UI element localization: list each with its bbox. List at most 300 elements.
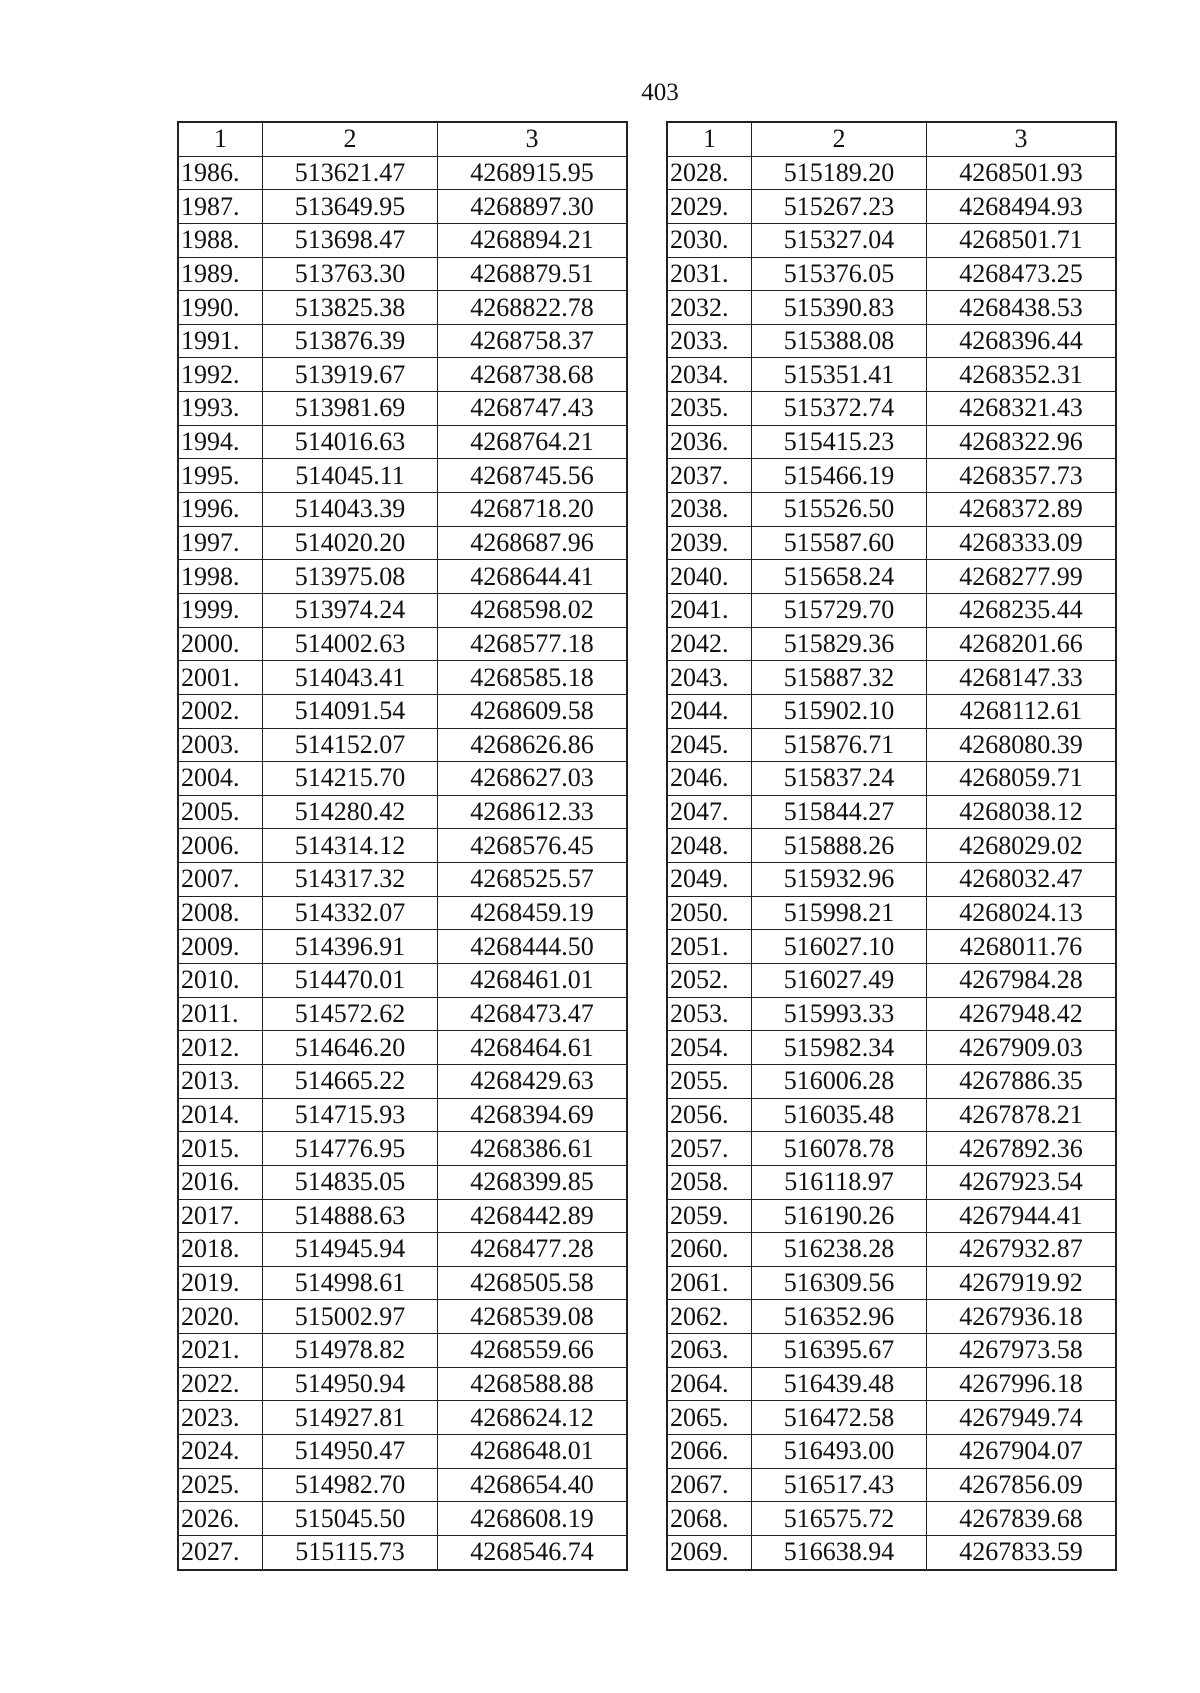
y-coordinate-cell: 4268473.47 <box>438 997 627 1031</box>
y-coordinate-cell: 4268473.25 <box>927 257 1116 291</box>
x-coordinate-cell: 513981.69 <box>263 392 438 426</box>
x-coordinate-cell: 516439.48 <box>752 1367 927 1401</box>
point-number-cell: 2060. <box>668 1233 752 1267</box>
point-number-cell: 2016. <box>179 1165 263 1199</box>
table-row <box>179 1334 627 1368</box>
x-coordinate-cell: 516472.58 <box>752 1401 927 1435</box>
table-row <box>668 964 1116 998</box>
x-coordinate-cell: 515267.23 <box>752 190 927 224</box>
table-row <box>179 190 627 224</box>
y-coordinate-cell: 4267932.87 <box>927 1233 1116 1267</box>
table-row <box>179 156 627 190</box>
point-number-cell: 2054. <box>668 1031 752 1065</box>
table-row <box>668 291 1116 325</box>
point-number-cell: 2023. <box>179 1401 263 1435</box>
x-coordinate-cell: 516035.48 <box>752 1098 927 1132</box>
y-coordinate-cell: 4268357.73 <box>927 459 1116 493</box>
table-row <box>668 1199 1116 1233</box>
y-coordinate-cell: 4268277.99 <box>927 560 1116 594</box>
point-number-cell: 2006. <box>179 829 263 863</box>
x-coordinate-cell: 516078.78 <box>752 1132 927 1166</box>
y-coordinate-cell: 4267923.54 <box>927 1165 1116 1199</box>
table-row <box>179 425 627 459</box>
y-coordinate-cell: 4268822.78 <box>438 291 627 325</box>
table-row <box>668 1502 1116 1536</box>
y-coordinate-cell: 4268429.63 <box>438 1064 627 1098</box>
point-number-cell: 2069. <box>668 1535 752 1569</box>
y-coordinate-cell: 4268627.03 <box>438 762 627 796</box>
table-row <box>179 1434 627 1468</box>
x-coordinate-cell: 515993.33 <box>752 997 927 1031</box>
point-number-cell: 1996. <box>179 493 263 527</box>
point-number-cell: 1990. <box>179 291 263 325</box>
point-number-cell: 2026. <box>179 1502 263 1536</box>
point-number-cell: 2012. <box>179 1031 263 1065</box>
y-coordinate-cell: 4268758.37 <box>438 324 627 358</box>
table-row <box>179 1165 627 1199</box>
table-row <box>179 1367 627 1401</box>
point-number-cell: 2003. <box>179 728 263 762</box>
table-row <box>668 661 1116 695</box>
table-row <box>668 1434 1116 1468</box>
table-row <box>179 526 627 560</box>
point-number-cell: 2009. <box>179 930 263 964</box>
point-number-cell: 2063. <box>668 1334 752 1368</box>
y-coordinate-cell: 4267984.28 <box>927 964 1116 998</box>
header-row <box>179 123 627 157</box>
x-coordinate-cell: 513649.95 <box>263 190 438 224</box>
table-row <box>179 358 627 392</box>
point-number-cell: 2020. <box>179 1300 263 1334</box>
x-coordinate-cell: 515837.24 <box>752 762 927 796</box>
x-coordinate-cell: 514016.63 <box>263 425 438 459</box>
point-number-cell: 2028. <box>668 156 752 190</box>
x-coordinate-cell: 515002.97 <box>263 1300 438 1334</box>
y-coordinate-cell: 4267878.21 <box>927 1098 1116 1132</box>
point-number-cell: 2010. <box>179 964 263 998</box>
table-row <box>668 593 1116 627</box>
x-coordinate-cell: 514215.70 <box>263 762 438 796</box>
x-coordinate-cell: 516006.28 <box>752 1064 927 1098</box>
table-row <box>668 795 1116 829</box>
y-coordinate-cell: 4268396.44 <box>927 324 1116 358</box>
table-row <box>668 728 1116 762</box>
table-row <box>179 930 627 964</box>
table-row <box>179 1401 627 1435</box>
table-row <box>179 459 627 493</box>
x-coordinate-cell: 514665.22 <box>263 1064 438 1098</box>
y-coordinate-cell: 4268399.85 <box>438 1165 627 1199</box>
point-number-cell: 2031. <box>668 257 752 291</box>
x-coordinate-cell: 515829.36 <box>752 627 927 661</box>
table-row <box>179 829 627 863</box>
table-row <box>668 459 1116 493</box>
table-row <box>668 694 1116 728</box>
y-coordinate-cell: 4268038.12 <box>927 795 1116 829</box>
table-row <box>179 728 627 762</box>
x-coordinate-cell: 515415.23 <box>752 425 927 459</box>
point-number-cell: 2067. <box>668 1468 752 1502</box>
x-coordinate-cell: 514317.32 <box>263 863 438 897</box>
x-coordinate-cell: 514045.11 <box>263 459 438 493</box>
header-row <box>668 123 1116 157</box>
x-coordinate-cell: 515844.27 <box>752 795 927 829</box>
y-coordinate-cell: 4268438.53 <box>927 291 1116 325</box>
coordinates-table-right <box>667 122 1116 1570</box>
y-coordinate-cell: 4268598.02 <box>438 593 627 627</box>
point-number-cell: 1989. <box>179 257 263 291</box>
table-row <box>179 795 627 829</box>
table-row <box>668 930 1116 964</box>
point-number-cell: 2014. <box>179 1098 263 1132</box>
x-coordinate-cell: 516027.49 <box>752 964 927 998</box>
y-coordinate-cell: 4268609.58 <box>438 694 627 728</box>
header-col-2: 2 <box>752 123 927 157</box>
x-coordinate-cell: 513698.47 <box>263 223 438 257</box>
point-number-cell: 2059. <box>668 1199 752 1233</box>
x-coordinate-cell: 514646.20 <box>263 1031 438 1065</box>
table-row <box>179 1199 627 1233</box>
y-coordinate-cell: 4268080.39 <box>927 728 1116 762</box>
point-number-cell: 1988. <box>179 223 263 257</box>
point-number-cell: 2058. <box>668 1165 752 1199</box>
x-coordinate-cell: 513621.47 <box>263 156 438 190</box>
table-row <box>668 493 1116 527</box>
point-number-cell: 1993. <box>179 392 263 426</box>
y-coordinate-cell: 4268352.31 <box>927 358 1116 392</box>
table-row <box>179 1266 627 1300</box>
y-coordinate-cell: 4268494.93 <box>927 190 1116 224</box>
table-row <box>179 1233 627 1267</box>
x-coordinate-cell: 514776.95 <box>263 1132 438 1166</box>
x-coordinate-cell: 513763.30 <box>263 257 438 291</box>
y-coordinate-cell: 4267892.36 <box>927 1132 1116 1166</box>
y-coordinate-cell: 4267996.18 <box>927 1367 1116 1401</box>
point-number-cell: 2052. <box>668 964 752 998</box>
table-body <box>179 156 627 1569</box>
y-coordinate-cell: 4268501.93 <box>927 156 1116 190</box>
point-number-cell: 2001. <box>179 661 263 695</box>
y-coordinate-cell: 4268577.18 <box>438 627 627 661</box>
y-coordinate-cell: 4268477.28 <box>438 1233 627 1267</box>
x-coordinate-cell: 514927.81 <box>263 1401 438 1435</box>
y-coordinate-cell: 4268738.68 <box>438 358 627 392</box>
table-row <box>179 1300 627 1334</box>
y-coordinate-cell: 4267839.68 <box>927 1502 1116 1536</box>
y-coordinate-cell: 4268461.01 <box>438 964 627 998</box>
point-number-cell: 1994. <box>179 425 263 459</box>
y-coordinate-cell: 4268764.21 <box>438 425 627 459</box>
point-number-cell: 2025. <box>179 1468 263 1502</box>
table-row <box>179 661 627 695</box>
x-coordinate-cell: 514950.94 <box>263 1367 438 1401</box>
table-row <box>668 1132 1116 1166</box>
point-number-cell: 2035. <box>668 392 752 426</box>
point-number-cell: 2037. <box>668 459 752 493</box>
table-row <box>179 997 627 1031</box>
point-number-cell: 2048. <box>668 829 752 863</box>
point-number-cell: 2062. <box>668 1300 752 1334</box>
table-row <box>668 223 1116 257</box>
x-coordinate-cell: 515526.50 <box>752 493 927 527</box>
x-coordinate-cell: 513825.38 <box>263 291 438 325</box>
table-row <box>179 1502 627 1536</box>
x-coordinate-cell: 514002.63 <box>263 627 438 661</box>
x-coordinate-cell: 515376.05 <box>752 257 927 291</box>
table-row <box>668 425 1116 459</box>
x-coordinate-cell: 515998.21 <box>752 896 927 930</box>
table-row <box>179 1468 627 1502</box>
x-coordinate-cell: 515658.24 <box>752 560 927 594</box>
y-coordinate-cell: 4268894.21 <box>438 223 627 257</box>
table-row <box>179 291 627 325</box>
y-coordinate-cell: 4268588.88 <box>438 1367 627 1401</box>
table-row <box>668 392 1116 426</box>
point-number-cell: 2068. <box>668 1502 752 1536</box>
x-coordinate-cell: 514888.63 <box>263 1199 438 1233</box>
point-number-cell: 2061. <box>668 1266 752 1300</box>
x-coordinate-cell: 516027.10 <box>752 930 927 964</box>
x-coordinate-cell: 515902.10 <box>752 694 927 728</box>
table-row <box>668 1300 1116 1334</box>
point-number-cell: 2051. <box>668 930 752 964</box>
y-coordinate-cell: 4268648.01 <box>438 1434 627 1468</box>
y-coordinate-cell: 4268718.20 <box>438 493 627 527</box>
y-coordinate-cell: 4267948.42 <box>927 997 1116 1031</box>
y-coordinate-cell: 4267949.74 <box>927 1401 1116 1435</box>
coordinates-table-left <box>178 122 627 1570</box>
x-coordinate-cell: 514043.41 <box>263 661 438 695</box>
point-number-cell: 2043. <box>668 661 752 695</box>
y-coordinate-cell: 4268501.71 <box>927 223 1116 257</box>
point-number-cell: 2033. <box>668 324 752 358</box>
table-row <box>668 1468 1116 1502</box>
table-row <box>179 762 627 796</box>
y-coordinate-cell: 4268322.96 <box>927 425 1116 459</box>
point-number-cell: 2002. <box>179 694 263 728</box>
point-number-cell: 2000. <box>179 627 263 661</box>
y-coordinate-cell: 4268386.61 <box>438 1132 627 1166</box>
x-coordinate-cell: 515932.96 <box>752 863 927 897</box>
x-coordinate-cell: 514715.93 <box>263 1098 438 1132</box>
x-coordinate-cell: 515372.74 <box>752 392 927 426</box>
y-coordinate-cell: 4267919.92 <box>927 1266 1116 1300</box>
table-row <box>179 560 627 594</box>
point-number-cell: 2041. <box>668 593 752 627</box>
y-coordinate-cell: 4267909.03 <box>927 1031 1116 1065</box>
y-coordinate-cell: 4267944.41 <box>927 1199 1116 1233</box>
table-row <box>668 1535 1116 1569</box>
y-coordinate-cell: 4268464.61 <box>438 1031 627 1065</box>
x-coordinate-cell: 516190.26 <box>752 1199 927 1233</box>
point-number-cell: 2019. <box>179 1266 263 1300</box>
point-number-cell: 2030. <box>668 223 752 257</box>
point-number-cell: 2044. <box>668 694 752 728</box>
x-coordinate-cell: 515388.08 <box>752 324 927 358</box>
table-row <box>668 560 1116 594</box>
x-coordinate-cell: 515887.32 <box>752 661 927 695</box>
table-row <box>179 493 627 527</box>
y-coordinate-cell: 4268612.33 <box>438 795 627 829</box>
point-number-cell: 1995. <box>179 459 263 493</box>
point-number-cell: 2045. <box>668 728 752 762</box>
point-number-cell: 2042. <box>668 627 752 661</box>
table-row <box>179 1132 627 1166</box>
table-row <box>179 223 627 257</box>
table-row <box>668 1098 1116 1132</box>
table-row <box>668 896 1116 930</box>
x-coordinate-cell: 514332.07 <box>263 896 438 930</box>
y-coordinate-cell: 4268029.02 <box>927 829 1116 863</box>
x-coordinate-cell: 515327.04 <box>752 223 927 257</box>
point-number-cell: 2011. <box>179 997 263 1031</box>
header-col-1: 1 <box>179 123 263 157</box>
y-coordinate-cell: 4268576.45 <box>438 829 627 863</box>
y-coordinate-cell: 4268505.58 <box>438 1266 627 1300</box>
table-row <box>668 324 1116 358</box>
x-coordinate-cell: 514572.62 <box>263 997 438 1031</box>
point-number-cell: 2022. <box>179 1367 263 1401</box>
point-number-cell: 2065. <box>668 1401 752 1435</box>
y-coordinate-cell: 4268559.66 <box>438 1334 627 1368</box>
table-row <box>179 896 627 930</box>
y-coordinate-cell: 4268459.19 <box>438 896 627 930</box>
x-coordinate-cell: 514978.82 <box>263 1334 438 1368</box>
x-coordinate-cell: 515351.41 <box>752 358 927 392</box>
point-number-cell: 2008. <box>179 896 263 930</box>
table-row <box>179 627 627 661</box>
table-row <box>179 257 627 291</box>
x-coordinate-cell: 516352.96 <box>752 1300 927 1334</box>
y-coordinate-cell: 4268687.96 <box>438 526 627 560</box>
table-row <box>179 593 627 627</box>
y-coordinate-cell: 4268654.40 <box>438 1468 627 1502</box>
y-coordinate-cell: 4268747.43 <box>438 392 627 426</box>
y-coordinate-cell: 4268644.41 <box>438 560 627 594</box>
x-coordinate-cell: 514470.01 <box>263 964 438 998</box>
x-coordinate-cell: 516638.94 <box>752 1535 927 1569</box>
x-coordinate-cell: 513876.39 <box>263 324 438 358</box>
y-coordinate-cell: 4267886.35 <box>927 1064 1116 1098</box>
point-number-cell: 2046. <box>668 762 752 796</box>
x-coordinate-cell: 516575.72 <box>752 1502 927 1536</box>
x-coordinate-cell: 516238.28 <box>752 1233 927 1267</box>
point-number-cell: 2032. <box>668 291 752 325</box>
x-coordinate-cell: 514396.91 <box>263 930 438 964</box>
y-coordinate-cell: 4267973.58 <box>927 1334 1116 1368</box>
point-number-cell: 2018. <box>179 1233 263 1267</box>
point-number-cell: 2053. <box>668 997 752 1031</box>
point-number-cell: 2021. <box>179 1334 263 1368</box>
table-row <box>668 863 1116 897</box>
point-number-cell: 2039. <box>668 526 752 560</box>
point-number-cell: 2064. <box>668 1367 752 1401</box>
x-coordinate-cell: 515876.71 <box>752 728 927 762</box>
table-row <box>179 1535 627 1569</box>
table-row <box>668 762 1116 796</box>
table-row <box>668 627 1116 661</box>
y-coordinate-cell: 4268915.95 <box>438 156 627 190</box>
point-number-cell: 1997. <box>179 526 263 560</box>
point-number-cell: 2007. <box>179 863 263 897</box>
x-coordinate-cell: 515189.20 <box>752 156 927 190</box>
y-coordinate-cell: 4268546.74 <box>438 1535 627 1569</box>
table-row <box>668 1233 1116 1267</box>
x-coordinate-cell: 515729.70 <box>752 593 927 627</box>
x-coordinate-cell: 514835.05 <box>263 1165 438 1199</box>
y-coordinate-cell: 4268112.61 <box>927 694 1116 728</box>
table-row <box>179 1064 627 1098</box>
table-row <box>668 526 1116 560</box>
y-coordinate-cell: 4268333.09 <box>927 526 1116 560</box>
x-coordinate-cell: 514043.39 <box>263 493 438 527</box>
table-row <box>179 1098 627 1132</box>
table-row <box>668 1367 1116 1401</box>
point-number-cell: 2049. <box>668 863 752 897</box>
point-number-cell: 1986. <box>179 156 263 190</box>
y-coordinate-cell: 4268394.69 <box>438 1098 627 1132</box>
point-number-cell: 2066. <box>668 1434 752 1468</box>
x-coordinate-cell: 515888.26 <box>752 829 927 863</box>
x-coordinate-cell: 515587.60 <box>752 526 927 560</box>
point-number-cell: 1991. <box>179 324 263 358</box>
y-coordinate-cell: 4267833.59 <box>927 1535 1116 1569</box>
y-coordinate-cell: 4268539.08 <box>438 1300 627 1334</box>
table-row <box>179 863 627 897</box>
x-coordinate-cell: 516118.97 <box>752 1165 927 1199</box>
y-coordinate-cell: 4268372.89 <box>927 493 1116 527</box>
x-coordinate-cell: 516395.67 <box>752 1334 927 1368</box>
y-coordinate-cell: 4268059.71 <box>927 762 1116 796</box>
x-coordinate-cell: 514982.70 <box>263 1468 438 1502</box>
point-number-cell: 2029. <box>668 190 752 224</box>
point-number-cell: 1992. <box>179 358 263 392</box>
y-coordinate-cell: 4268032.47 <box>927 863 1116 897</box>
point-number-cell: 2005. <box>179 795 263 829</box>
point-number-cell: 2036. <box>668 425 752 459</box>
x-coordinate-cell: 514091.54 <box>263 694 438 728</box>
y-coordinate-cell: 4268201.66 <box>927 627 1116 661</box>
point-number-cell: 2017. <box>179 1199 263 1233</box>
x-coordinate-cell: 515045.50 <box>263 1502 438 1536</box>
table-row <box>668 190 1116 224</box>
x-coordinate-cell: 513974.24 <box>263 593 438 627</box>
point-number-cell: 1998. <box>179 560 263 594</box>
point-number-cell: 2040. <box>668 560 752 594</box>
x-coordinate-cell: 514998.61 <box>263 1266 438 1300</box>
x-coordinate-cell: 514314.12 <box>263 829 438 863</box>
table-row <box>179 964 627 998</box>
point-number-cell: 2034. <box>668 358 752 392</box>
header-col-1: 1 <box>668 123 752 157</box>
x-coordinate-cell: 513975.08 <box>263 560 438 594</box>
point-number-cell: 2024. <box>179 1434 263 1468</box>
point-number-cell: 2015. <box>179 1132 263 1166</box>
header-col-3: 3 <box>927 123 1116 157</box>
table-row <box>179 1031 627 1065</box>
table-row <box>179 324 627 358</box>
page-number: 403 <box>641 79 679 106</box>
table-header <box>668 123 1116 157</box>
table-row <box>668 257 1116 291</box>
y-coordinate-cell: 4267936.18 <box>927 1300 1116 1334</box>
x-coordinate-cell: 514020.20 <box>263 526 438 560</box>
y-coordinate-cell: 4268879.51 <box>438 257 627 291</box>
x-coordinate-cell: 513919.67 <box>263 358 438 392</box>
table-row <box>668 1064 1116 1098</box>
y-coordinate-cell: 4268624.12 <box>438 1401 627 1435</box>
table-row <box>668 1334 1116 1368</box>
